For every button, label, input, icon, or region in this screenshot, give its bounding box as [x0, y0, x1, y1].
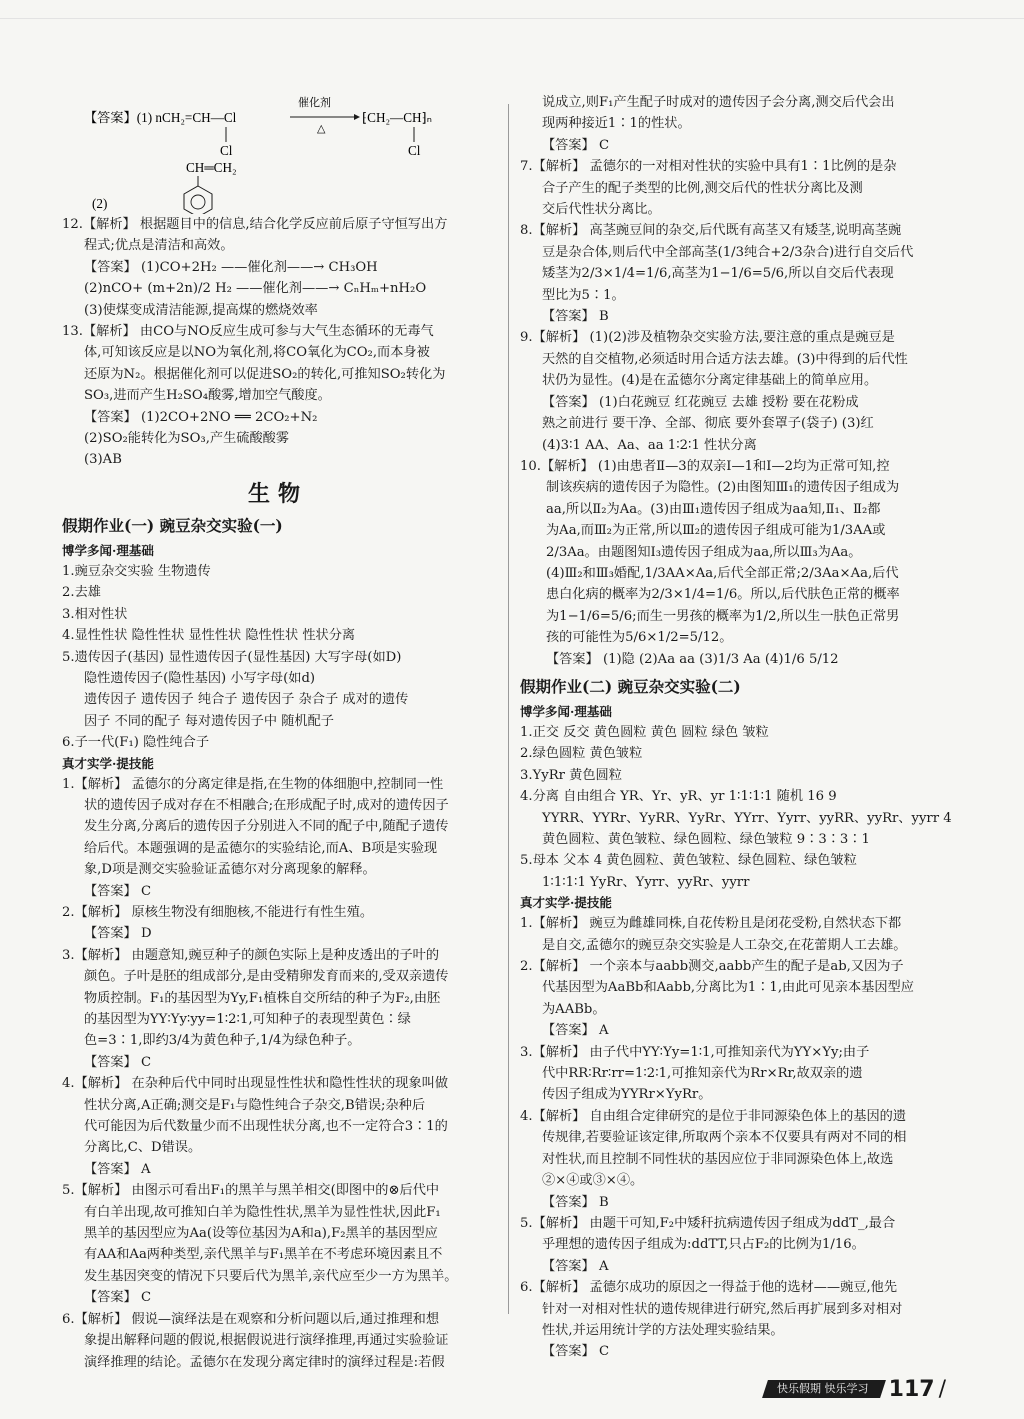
text-line: 象提出解释问题的假说,根据假说进行演绎推理,再通过实验验证 [84, 1333, 449, 1349]
text-line: 状仍为显性。(4)是在孟德尔分离定律基础上的简单应用。 [542, 373, 878, 389]
text-line: 1.豌豆杂交实验 生物遗传 [62, 563, 211, 579]
text-line: 现两种接近1∶1的性状。 [542, 116, 691, 132]
text-line: 有AA和Aa两种类型,亲代黑羊与F₁黑羊在不考虑环境因素且不 [84, 1247, 443, 1263]
text-line: 分离比,C、D错误。 [84, 1140, 202, 1156]
text-line: (3)使煤变成清洁能源,提高煤的燃烧效率 [84, 302, 318, 318]
text-line: 【答案】 A [542, 1258, 609, 1274]
text-line: 13.【解析】 由CO与NO反应生成可参与大气生态循环的无毒气 [62, 324, 434, 340]
text-line: 【答案】 A [84, 1161, 151, 1177]
text-line: 孩的可能性为5/6×1/2=5/12。 [546, 630, 733, 646]
text-line: 代中RR∶Rr∶rr=1∶2∶1,可推知亲代为Rr×Rr,故双亲的遗 [542, 1066, 863, 1082]
text-line: 是自交,孟德尔的豌豆杂交实验是人工杂交,在花蕾期人工去雄。 [542, 937, 907, 953]
text-line: 豆是杂合体,则后代中全部高茎(1/3纯合+2/3杂合)进行自交后代 [542, 244, 914, 260]
text-line: 色=3∶1,即约3/4为黄色种子,1/4为绿色种子。 [84, 1033, 361, 1049]
text-line: 为Aa,而Ⅲ₂为正常,所以Ⅲ₂的遗传因子组成可能为1/3AA或 [546, 523, 886, 539]
q11-catalyst: 催化剂 [298, 97, 331, 109]
q11-part2: (2) [92, 196, 108, 211]
text-line: YYRR、YYRr、YyRR、YyRr、YYrr、Yyrr、yyRR、yyRr、yyrr 4 [542, 810, 952, 826]
text-line: 【答案】 (1)隐 (2)Aa aa (3)1/3 Aa (4)1/6 5/12 [546, 651, 839, 667]
styrene-vinyl: CH═CH₂ [186, 160, 237, 175]
text-line: 8.【解析】 高茎豌豆间的杂交,后代既有高茎又有矮茎,说明高茎豌 [520, 223, 902, 239]
text-line: 1.正交 反交 黄色圆粒 黄色 圆粒 绿色 皱粒 [520, 724, 769, 740]
q11-chemistry-structure [62, 92, 494, 214]
text-line: 7.【解析】 孟德尔的一对相对性状的实验中具有1∶1比例的是杂 [520, 159, 897, 175]
text-line: 遗传因子 遗传因子 纯合子 遗传因子 杂合子 成对的遗传 [84, 692, 409, 708]
text-line: SO₃,进而产生H₂SO₄酸雾,增加空气酸度。 [84, 388, 331, 404]
homework-2-title: 假期作业(二) 豌豆杂交实验(二) [520, 676, 741, 696]
text-line: 制该疾病的遗传因子为隐性。(2)由图知Ⅲ₁的遗传因子组成为 [546, 480, 900, 496]
page-number: 117 [888, 1376, 935, 1402]
text-line: 2.【解析】 一个亲本与aabb测交,aabb产生的配子是ab,又因为子 [520, 959, 904, 975]
text-line: 5.母本 父本 4 黄色圆粒、黄色皱粒、绿色圆粒、绿色皱粒 [520, 853, 857, 869]
text-line: 5.遗传因子(基因) 显性遗传因子(显性基因) 大写字母(如D) [62, 649, 402, 665]
text-line: 【答案】 C [84, 1054, 152, 1070]
text-line: 说成立,则F₁产生配子时成对的遗传因子会分离,测交后代会出 [542, 95, 895, 110]
text-line: 6.子一代(F₁) 隐性纯合子 [62, 735, 209, 751]
text-line: 的基因型为YY∶Yy∶yy=1∶2∶1,可知种子的表现型黄色∶绿 [84, 1012, 411, 1027]
text-line: 3.【解析】 由题意知,豌豆种子的颜色实际上是种皮透出的子叶的 [62, 947, 440, 963]
text-line: 性状分离,A正确;测交是F₁与隐性纯合子杂交,B错误;杂种后 [84, 1097, 426, 1113]
text-line: 熟之前进行 要干净、全部、彻底 要外套罩子(袋子) (3)红 [542, 416, 874, 432]
text-line: 性状,并运用统计学的方法处理实验结果。 [542, 1322, 784, 1338]
page-footer [765, 1376, 946, 1402]
text-line: 隐性遗传因子(隐性基因) 小写字母(如d) [84, 670, 316, 686]
q11-cl-1: Cl [220, 143, 233, 158]
text-line: 【答案】 (1)2CO+2NO ══ 2CO₂+N₂ [84, 409, 318, 425]
text-line: 为1−1/6=5/6;而生一男孩的概率为1/2,所以生一肤色正常男 [546, 608, 900, 624]
text-line: 【答案】 C [542, 137, 610, 153]
text-line: 黄色圆粒、黄色皱粒、绿色圆粒、绿色皱粒 9∶3∶3∶1 [542, 832, 870, 847]
text-line: 1.【解析】 豌豆为雌雄同株,自花传粉且是闭花受粉,自然状态下都 [520, 916, 902, 932]
text-line: (2)SO₂能转化为SO₃,产生硫酸酸雾 [84, 431, 290, 447]
footer-tab [762, 1380, 885, 1398]
text-line: 对性状,而且控制不同性状的基因应位于非同源染色体上,故选 [542, 1151, 894, 1167]
text-line: 【答案】 (1)白花豌豆 红花豌豆 去雄 授粉 要在花粉成 [542, 394, 859, 410]
text-line: 颜色。子叶是胚的组成部分,是由受精卵发育而来的,受双亲遗传 [84, 969, 449, 985]
text-line: 5.【解析】 由题干可知,F₂中矮秆抗病遗传因子组成为ddT_,最合 [520, 1215, 896, 1231]
text-line: 给后代。本题强调的是孟德尔的实验结论,而A、B项是实验现 [84, 840, 438, 856]
homework-1-subhead-basic: 博学多闻·理基础 [62, 542, 154, 558]
text-line: 【答案】 D [84, 926, 152, 942]
text-line: 传规律,若要验证该定律,所取两个亲本不仅要具有两对不同的相 [542, 1130, 907, 1146]
text-line: (4)3∶1 AA、Aa、aa 1∶2∶1 性状分离 [542, 437, 757, 453]
text-line: 【答案】 A [542, 1023, 609, 1039]
text-line: 1.【解析】 孟德尔的分离定律是指,在生物的体细胞中,控制同一性 [62, 776, 444, 792]
homework-2-subhead-skill: 真才实学·提技能 [520, 895, 612, 911]
text-line: 2.绿色圆粒 黄色皱粒 [520, 746, 643, 762]
right-column [520, 92, 952, 1363]
page-slash: / [938, 1376, 946, 1402]
text-line: 象,D项是测交实验验证孟德尔对分离现象的解释。 [84, 862, 376, 878]
text-line: 传因子组成为YYRr×YyRr。 [542, 1087, 712, 1103]
text-line: 3.【解析】 由子代中YY∶Yy=1∶1,可推知亲代为YY×Yy;由子 [520, 1044, 870, 1060]
text-line: 【答案】 C [84, 1290, 152, 1306]
text-line: 有白羊出现,故可推知白羊为隐性性状,黑羊为显性性状,因此F₁ [84, 1204, 441, 1220]
text-line: 3.相对性状 [62, 606, 128, 622]
text-line: 代可能因为后代数量少而不出现性状分离,也不一定符合3∶1的 [84, 1119, 448, 1135]
text-line: 合子产生的配子类型的比例,测交后代的性状分离比及测 [542, 180, 863, 196]
text-line: 4.【解析】 在杂种后代中同时出现显性性状和隐性性状的现象叫做 [62, 1076, 449, 1092]
q11-answer-label: 【答案】(1) nCH₂=CH—Cl [84, 110, 237, 125]
top-edge [0, 0, 1024, 19]
text-line: ②×④或③×④。 [542, 1173, 644, 1189]
text-line: 还原为N₂。根据催化剂可以促进SO₂的转化,可推知SO₂转化为 [84, 366, 446, 382]
text-line: 1∶1∶1∶1 YyRr、Yyrr、yyRr、yyrr [542, 874, 750, 890]
text-line: 【答案】 (1)CO+2H₂ ——催化剂——→ CH₃OH [84, 259, 378, 275]
text-line: 6.【解析】 假说—演绎法是在观察和分析问题以后,通过推理和想 [62, 1311, 440, 1327]
text-line: 4.显性性状 隐性性状 显性性状 隐性性状 性状分离 [62, 628, 356, 644]
text-line: 3.YyRr 黄色圆粒 [520, 767, 622, 783]
homework-1-title: 假期作业(一) 豌豆杂交实验(一) [62, 515, 283, 535]
text-line: 针对一对相对性状的遗传规律进行研究,然后再扩展到多对相对 [542, 1301, 903, 1317]
text-line: 2.【解析】 原核生物没有细胞核,不能进行有性生殖。 [62, 904, 374, 920]
text-line: (2)nCO+ (m+2n)/2 H₂ ——催化剂——→ CₙHₘ+nH₂O [84, 281, 427, 297]
left-column [62, 92, 494, 1373]
text-line: 12.【解析】 根据题目中的信息,结合化学反应前后原子守恒写出方 [62, 217, 448, 232]
text-line: 为AABb。 [542, 1001, 606, 1017]
text-line: 体,可知该反应是以NO为氧化剂,将CO氧化为CO₂,而本身被 [84, 345, 430, 361]
homework-1-subhead-skill: 真才实学·提技能 [62, 755, 154, 771]
text-line: 【答案】 B [542, 309, 609, 325]
text-line: 物质控制。F₁的基因型为Yy,F₁植株自交所结的种子为F₂,由胚 [84, 990, 441, 1006]
text-line: 型比为5∶1。 [542, 287, 625, 303]
text-line: 代基因型为AaBb和Aabb,分离比为1∶1,由此可见亲本基因型应 [542, 980, 914, 996]
text-line: 6.【解析】 孟德尔成功的原因之一得益于他的选材——豌豆,他先 [520, 1280, 898, 1296]
text-line: 4.【解析】 自由组合定律研究的是位于非同源染色体上的基因的遗 [520, 1108, 907, 1124]
text-line: 【答案】 B [542, 1194, 609, 1210]
q11-cl-2: Cl [408, 143, 421, 158]
text-line: 因子 不同的配子 每对遗传因子中 随机配子 [84, 713, 334, 729]
section-title-biology: 生物 [247, 480, 308, 507]
column-divider [508, 104, 509, 1314]
footer-tab-label: 快乐假期 快乐学习 [777, 1382, 869, 1395]
text-line: 9.【解析】 (1)(2)涉及植物杂交实验方法,要注意的重点是豌豆是 [520, 330, 895, 346]
text-line: 交后代性状分离比。 [542, 202, 661, 218]
text-line: 天然的自交植物,必须适时用合适方法去雄。(3)中得到的后代性 [542, 351, 908, 367]
text-line: 发生分离,分离后的遗传因子分别进入不同的配子中,随配子遗传 [84, 819, 449, 835]
text-line: 状的遗传因子成对存在不相融合;在形成配子时,成对的遗传因子 [84, 797, 449, 813]
text-line: aa,所以Ⅱ₂为Aa。(3)由Ⅲ₁遗传因子组成为aa知,Ⅱ₁、Ⅱ₂都 [546, 501, 881, 517]
text-line: 演绎推理的结论。孟德尔在发现分离定律时的演绎过程是:若假 [84, 1354, 445, 1370]
text-line: (4)Ⅲ₂和Ⅲ₃婚配,1/3AA×Aa,后代全部正常;2/3Aa×Aa,后代 [546, 565, 899, 581]
text-line: 5.【解析】 由图示可看出F₁的黑羊与黑羊相交(即图中的⊗后代中 [62, 1183, 440, 1199]
text-line: 程式;优点是清洁和高效。 [84, 238, 234, 254]
text-line: 4.分离 自由组合 YR、Yr、yR、yr 1∶1∶1∶1 随机 16 9 [520, 789, 837, 805]
text-line: 2.去雄 [62, 585, 101, 601]
text-line: 矮茎为2/3×1/4=1/6,高茎为1−1/6=5/6,所以自交后代表现 [542, 266, 894, 282]
text-line: 患白化病的概率为2/3×1/4=1/6。所以,后代肤色正常的概率 [546, 587, 900, 603]
text-line: 【答案】 C [84, 883, 152, 899]
q11-heat: △ [317, 123, 326, 135]
text-line: 黑羊的基因型应为Aa(设等位基因为A和a),F₂黑羊的基因型应 [84, 1226, 438, 1242]
text-line: 发生基因突变的情况下只要后代为黑羊,亲代应至少一方为黑羊。 [84, 1268, 458, 1284]
text-line: 2/3Aa。由题图知Ⅰ₃遗传因子组成为aa,所以Ⅲ₃为Aa。 [546, 544, 862, 560]
q11-product: ⁅CH₂—CH⁆ₙ [362, 110, 432, 125]
text-line: 【答案】 C [542, 1344, 610, 1360]
homework-2-subhead-basic: 博学多闻·理基础 [520, 703, 612, 719]
text-line: 乎理想的遗传因子组成为:ddTT,只占F₂的比例为1/16。 [542, 1237, 865, 1253]
text-line: 10.【解析】 (1)由患者Ⅱ—3的双亲Ⅰ—1和Ⅰ—2均为正常可知,控 [520, 458, 890, 474]
text-line: (3)AB [84, 452, 122, 468]
